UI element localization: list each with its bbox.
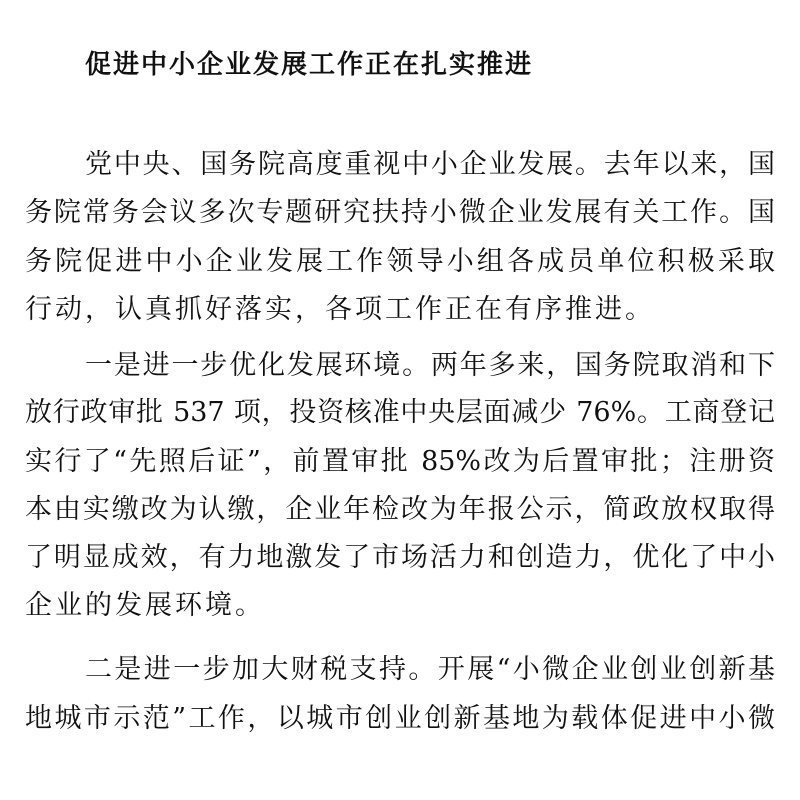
text-line: 实行了“先照后证”，前置审批 85%改为后置审批；注册资 [25,446,775,477]
text-line: 党中央、国务院高度重视中小企业发展。去年以来，国 [85,149,775,180]
text-line: 一是进一步优化发展环境。两年多来，国务院取消和下 [85,350,775,381]
text-line: 行动，认真抓好落实，各项工作正在有序推进。 [25,294,655,325]
document-title: 促进中小企业发展工作正在扎实推进 [85,50,534,80]
text-line: 务院常务会议多次专题研究扶持小微企业发展有关工作。国 [25,197,775,228]
text-line: 企业的发展环境。 [25,590,265,621]
text-line: 本由实缴改为认缴，企业年检改为年报公示，简政放权取得 [25,494,775,525]
text-line: 二是进一步加大财税支持。开展“小微企业创业创新基 [85,654,775,685]
text-line: 务院促进中小企业发展工作领导小组各成员单位积极采取 [25,246,775,277]
text-line: 地城市示范”工作，以城市创业创新基地为载体促进中小微 [25,703,775,734]
text-line: 放行政审批 537 项，投资核准中央层面减少 76%。工商登记 [25,397,775,428]
text-line: 了明显成效，有力地激发了市场活力和创造力，优化了中小 [25,542,775,573]
